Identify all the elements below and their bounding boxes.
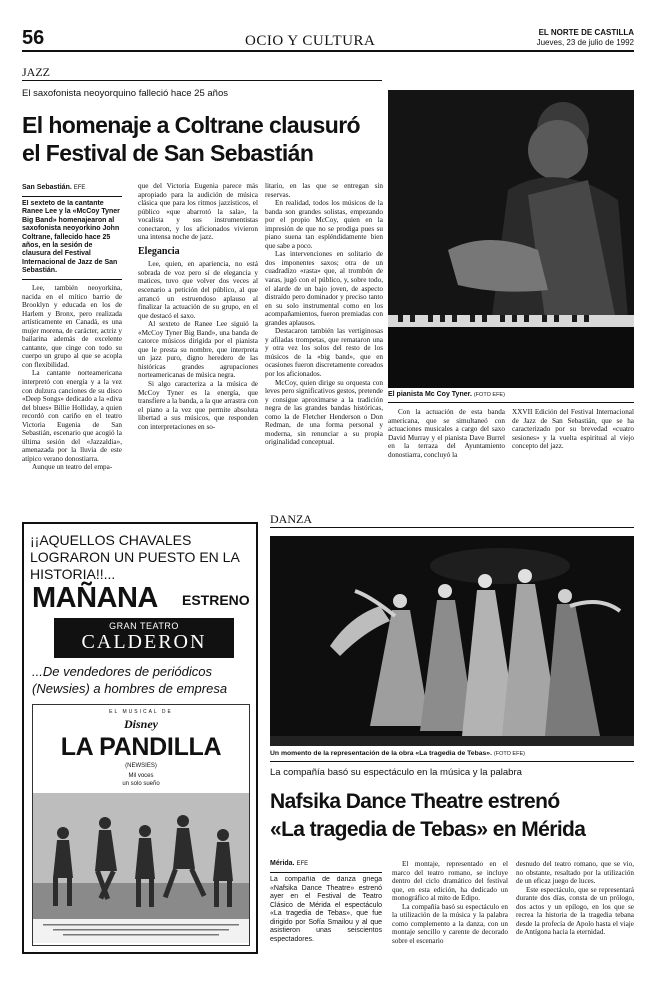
dancers-illustration <box>270 536 634 746</box>
advertisement <box>22 522 258 954</box>
dance-photo <box>270 536 634 746</box>
column-3: litario, en las que se entregan sin reservas. En realidad, todos los músicos de la banda son grandes solistas, empezando por el propio McCoy, quien en la impresión de que no se prodiga pues su piano suena tan espléndidamente bien que sabe a poco. Las intervenciones en solitario de dos imponentes saxos; otra de un cuadradizo «rasta» que, al trombón de varas, jugó con el público, y, sobre todo, el alarde de un bajo joven, de aspecto distraído pero dominador y preciso tanto en su solo instrumental como en los acompañamientos, fueron premiadas con grandes aplausos. Destacaron también las vertiginosas y afiladas trompetas, que remataron una y otra vez los solos del resto de los músicos de la «big band», que en ocasiones fueron discretamente coreados por los aficionados. McCoy, quien dirige su orquesta con leves pero significativos gestos, pretende y consigue aproximarse a la tradición negra de las grandes bandas históricas, como la de Fletcher Henderson o Don Redman, de una forma personal y moderna, sin renunciar a su propia originalidad conceptual. <box>265 182 383 447</box>
article-headline-line-2: el Festival de San Sebastián <box>22 140 314 166</box>
column-1: Lee, también neoyorkina, nacida en el mítico barrio de Brooklyn y educada en los de Harlem y Bronx, pero realizada artísticamente en Canadá, es una mujer morena, de carácter, actriz y bailarina además de excelente cantante, que cinge con todo su cuerpo un grupo al que se acopla con flexibilidad. La cantante norteamericana interpretó con energía y a la vez con dulzura canciones de su disco «Deep Songs» dedicado a la «diva del blues» Billie Holliday, a quien recordó con cariño en el teatro Victoria Eugenia de San Sebastián, escenario que acogió la última sesión del «Jazzaldia», amenazada por la lluvia de este atípico verano donostiarra. Aunque un teatro del empa- <box>22 284 122 472</box>
ad-manana: MAÑANA <box>32 582 158 614</box>
danza-column-3: desnudo del teatro romano, que se vio, no obstante, resaltado por la utilización de un eficaz juego de luces. Este espectáculo, que se representará durante dos días, consta de un prólogo, dos actos y un epílogo, en los que se recrea la historia de la tragedia tebana desde la profecía de Apolo hasta el viaje de Antígona hacia la eternidad. <box>516 860 634 937</box>
ad-movie-tagline-1: Mil voces <box>128 773 154 779</box>
dateline-city: San Sebastián. <box>22 184 72 191</box>
ad-gran-teatro: GRAN TEATRO <box>109 621 179 631</box>
danza-dateline <box>270 860 308 867</box>
danza-kicker-rule <box>270 527 634 528</box>
danza-headline-line-1: Nafsika Dance Theatre estrenó <box>270 790 560 813</box>
section-name: OCIO Y CULTURA <box>245 33 376 49</box>
pianist-photo <box>388 90 634 388</box>
column-5: XXVII Edición del Festival Internacional de Jazz de San Sebastián, que se ha caracterizado por su brevedad «cuatro sesiones» y la vuelta espiritual al viejo concepto del jazz. <box>512 408 634 451</box>
ad-estreno: ESTRENO <box>182 592 250 608</box>
header-rule <box>22 50 634 52</box>
jazz-kicker: JAZZ <box>22 65 50 79</box>
dateline-rule <box>22 196 122 197</box>
danza-agency-credit: EFE <box>296 861 309 867</box>
ad-tagline: ¡¡AQUELLOS CHAVALES LOGRARON UN PUESTO EN LA HISTORIA!!... <box>30 532 240 582</box>
ad-slogan-1: ...De vendedores de periódicos <box>32 664 212 679</box>
ad-movie-subtitle: (NEWSIES) <box>125 763 157 769</box>
dance-photo-caption: Un momento de la representación de la obra «La tragedia de Tebas». (FOTO EFE) <box>270 750 525 757</box>
ad-el-musical-de: EL MUSICAL DE <box>109 709 173 715</box>
dance-caption-rule <box>270 761 634 762</box>
article-subhead: El saxofonista neoyorquino falleció hace 25 años <box>22 88 228 99</box>
caption-rule <box>388 402 634 403</box>
ad-poster <box>32 704 250 946</box>
ad-movie-tagline-2: un solo sueño <box>122 781 160 787</box>
newspaper-name: EL NORTE DE CASTILLA <box>538 28 634 37</box>
kicker-rule <box>22 80 382 81</box>
ad-calderon: CALDERON <box>81 631 207 653</box>
ad-theatre-box <box>54 618 234 658</box>
article-headline-line-1: El homenaje a Coltrane clausuró <box>22 112 361 138</box>
agency-credit: EFE <box>73 185 86 191</box>
pianist-illustration <box>388 90 634 388</box>
ad-slogan-2: (Newsies) a hombres de empresa <box>32 681 228 696</box>
danza-headline-line-2: «La tragedia de Tebas» en Mérida <box>270 818 586 841</box>
column-4: Con la actuación de esta banda americana, que se simultaneó con actuaciones musicales a cargo del saxo David Murray y el pianista Dave Burrel en la terraza del Ayuntamiento donostiarra, concluyó la <box>388 408 505 459</box>
ad-movie-title: LA PANDILLA <box>60 733 222 761</box>
danza-subhead: La compañía basó su espectáculo en la música y la palabra <box>270 767 522 778</box>
dateline <box>22 184 85 191</box>
page-number: 56 <box>22 27 45 49</box>
dancing-newsboys-illustration <box>33 793 249 943</box>
column-2: que del Victoria Eugenia parece más apropiado para la audición de música clásica que para los ritmos jazzísticos, el público «que abarrotó la sala», la vocalista y sus instrumentistas conectaron, y los aficionados vivieron una intensa noche de jazz. Elegancia Lee, quien, en apariencia, no está sobrada de voz pero sí de elegancia y matices, tuvo que volver dos veces al escenario a petición del público, al que arrancó un estruendoso aplauso al finalizar la actuación de su grupo, en el que destacó el saxo. Al sexteto de Ranee Lee siguió la «McCoy Tyner Big Band», una banda de catorce músicos dirigida por el pianista que le presta su nombre, que interpreta un jazz puro, digno heredero de las históricas grandes agrupaciones norteamericanas de música negra. Si algo caracteriza a la música de McCoy Tyner es la energía, que transfiere a la banda, a la que arrastra con el piano a la vez que permite absoluta libertad a sus músicos, que responden con interpretaciones en so- <box>138 182 258 431</box>
issue-date: Jueves, 23 de julio de 1992 <box>536 38 634 47</box>
danza-kicker: DANZA <box>270 512 312 526</box>
article-lead: El sexteto de la cantante Ranee Lee y la «McCoy Tyner Big Band» homenajearon al saxofonista neoyorkino John Coltrane, fallecido hace 25 años, en la sesión de clausura del Festival Internacional de Jazz de San Sebastián. <box>22 200 120 275</box>
danza-lead: La compañía de danza griega «Nafsika Dance Theatre» estrenó ayer en el Festival de Teatro Clásico de Mérida el espectáculo «La tragedia de Tebas», que fue dirigido por Sofía Smailou y al que asistieron unas seiscientos espectadores. <box>270 876 382 943</box>
danza-dateline-rule <box>270 872 382 873</box>
danza-column-2: El montaje, representado en el marco del teatro romano, se incluye dentro del ciclo dramático del festival que, en esta edición, ha dedicado un monográfico al mito de Edipo. La compañía basó su espectáculo en la utilización de la música y la palabra como complemento a la danza, con un montaje sencillo y carente de decorado sobre el escenario <box>392 860 508 945</box>
pianist-photo-caption: El pianista Mc Coy Tyner. (FOTO EFE) <box>388 391 505 398</box>
danza-dateline-city: Mérida. <box>270 860 295 867</box>
subheading-elegancia: Elegancia <box>138 245 180 257</box>
ad-disney-logo: Disney <box>124 717 158 731</box>
lead-rule <box>22 279 122 280</box>
